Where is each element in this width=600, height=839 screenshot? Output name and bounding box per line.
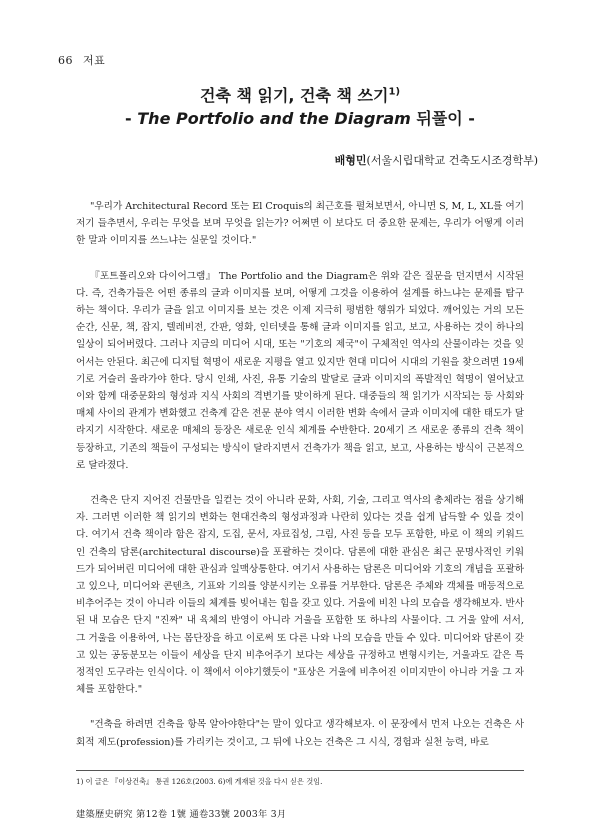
paragraph-intro: 『포트폴리오와 다이어그램』 The Portfolio and the Diagram은 위와 같은 질문을 던지면서 시작된다. 즉, 건축가들은 어떤 종류의 글과 이미지를 보며, 어떻게 그것을 이용하여 설계를 하느냐는 문제를 탐구하는 책이다. 우리가 글을 읽고 이미지를 보는 것은 이제 지극히 평범한 행위가 되었다. 깨어있는 거의 모든 순간, 신문, 책, 잡지, 텔레비전, 간판, 영화, 인터넷을 통해 글과 이미지를 읽고, 보고, 사용하는 것이 하나의 일상이 되어버렸다. 그러나 지금의 미디어 시대, 또는 "기호의 제국"이 구체적인 역사의 산물이라는 것을 잊어서는 안된다. 최근에 디지털 혁명이 새로운 지평을 열고 있지만 현대 미디어 시대의 기원을 찾으려면 19세기로 거슬러 올라가야 한다. 당시 인쇄, 사진, 유통 기술의 발달로 글과 이미지의 폭발적인 혁명이 열어났고 이와 함께 대중문화의 형성과 지식 사회의 격변기를 맞이하게 된다. 대중들의 책 읽기가 시작되는 등 사회와 매체 사이의 관계가 변화했고 건축계 같은 전문 분야 역시 이러한 변화 속에서 글과 이미지에 대한 태도가 달라지기 시작한다. 새로운 매체의 등장은 새로운 인식 체계를 수반한다. 20세기 즈 새로운 종류의 건축 책이 등장하고, 기존의 책들이 구성되는 방식이 달라지면서 건축가가 책을 읽고, 보고, 사용하는 방식이 근본적으로 달라졌다. xyxy=(76,270,524,471)
author-affiliation: (서울시립대학교 건축도시조경학부) xyxy=(366,154,538,167)
page-number: 66 xyxy=(58,54,73,67)
article-title xyxy=(0,83,600,106)
title-footnote-mark: 1) xyxy=(388,86,401,98)
subtitle-suffix: 뒤풀이 - xyxy=(410,109,475,128)
footnote: 1) 이 글은 『이상건축』 통권 126호(2003. 6)에 게재된 것을 다시 싣은 것임. xyxy=(76,777,323,786)
author-line xyxy=(335,152,538,168)
paragraph-discourse: 건축은 단지 지어진 건물만을 일컫는 것이 아니라 문화, 사회, 기술, 그리고 역사의 총체라는 점을 상기해자. 그러면 이러한 책 읽기의 변화는 현대건축의 형성과정과 나란히 있다는 것을 쉽게 납득할 수 있을 것이다. 여기서 건축 책이라 함은 잡지, 도집, 문서, 자료집성, 그림, 사진 등을 모두 포함한, 바로 이 책의 키워드인 건축의 담론(architectural discourse)을 포괄하는 것이다. 담론에 대한 관심은 최근 문명사적인 키워드가 되어버린 미디어에 대한 관심과 일맥상통한다. 여기서 사용하는 담론은 미디어와 기호의 개념을 포괄하고 있으나, 미디어와 콘텐츠, 기표와 기의를 양분시키는 오류를 거부한다. 담론은 주체와 객체를 매등적으로 비추어주는 것이 아니라 이들의 체계를 빚어내는 힘을 갖고 있다. 거울에 비친 나의 모습을 생각해보자. 반사된 내 모습은 단지 "진짜" 내 육체의 반영이 아니라 거울을 포함한 또 하나의 사물이다. 그 거울 앞에 서서, 그 거울을 이용하여, 나는 몸단장을 하고 이로써 또 다른 나와 나의 모습을 만들 수 있다. 미디어와 담론이 갖고 있는 공동분모는 이들이 세상을 단지 비추어주기 보다는 세상을 규정하고 변형시키는, 거울과도 같은 특정적인 도구라는 인식이다. 이 책에서 이야기했듯이 "표상은 거울에 비추어진 이미지만이 아니라 거울 그 자체를 포함한다." xyxy=(76,495,525,696)
journal-footer: 建築歷史硏究 第12卷 1號 通卷33號 2003年 3月 xyxy=(76,809,287,820)
footnote-divider xyxy=(76,770,524,771)
subtitle-prefix: - xyxy=(125,109,138,128)
title-line1: 건축 책 읽기, 건축 책 쓰기 xyxy=(199,86,389,105)
running-header xyxy=(58,52,105,68)
paragraph-quote: "우리가 Architectural Record 또는 El Croquis의 최근호를 펼쳐보면서, 아니면 S, M, L, XL를 여기저기 들추면서, 우리는 무엇을 보며 무엇을 읽는가? 어쩌면 이 보다도 더 중요한 문제는, 우리가 어떻게 이러한 말과 이미지를 쓰느냐는 실문일 것이다." xyxy=(76,201,524,247)
article-body xyxy=(76,198,524,769)
subtitle-book-title: The Portfolio and the Diagram xyxy=(137,109,411,128)
journal-short-title: 저표 xyxy=(83,54,106,67)
author-name: 배형민 xyxy=(334,154,367,167)
article-subtitle xyxy=(0,106,600,129)
paragraph-profession: "건축을 하려면 건축을 항목 알아야한다"는 말이 있다고 생각해보자. 이 문장에서 먼저 나오는 건축은 사회적 제도(profession)를 가리키는 것이고, 그 뒤에 나오는 건축은 그 시식, 경험과 실천 능력, 바로 xyxy=(76,719,524,748)
